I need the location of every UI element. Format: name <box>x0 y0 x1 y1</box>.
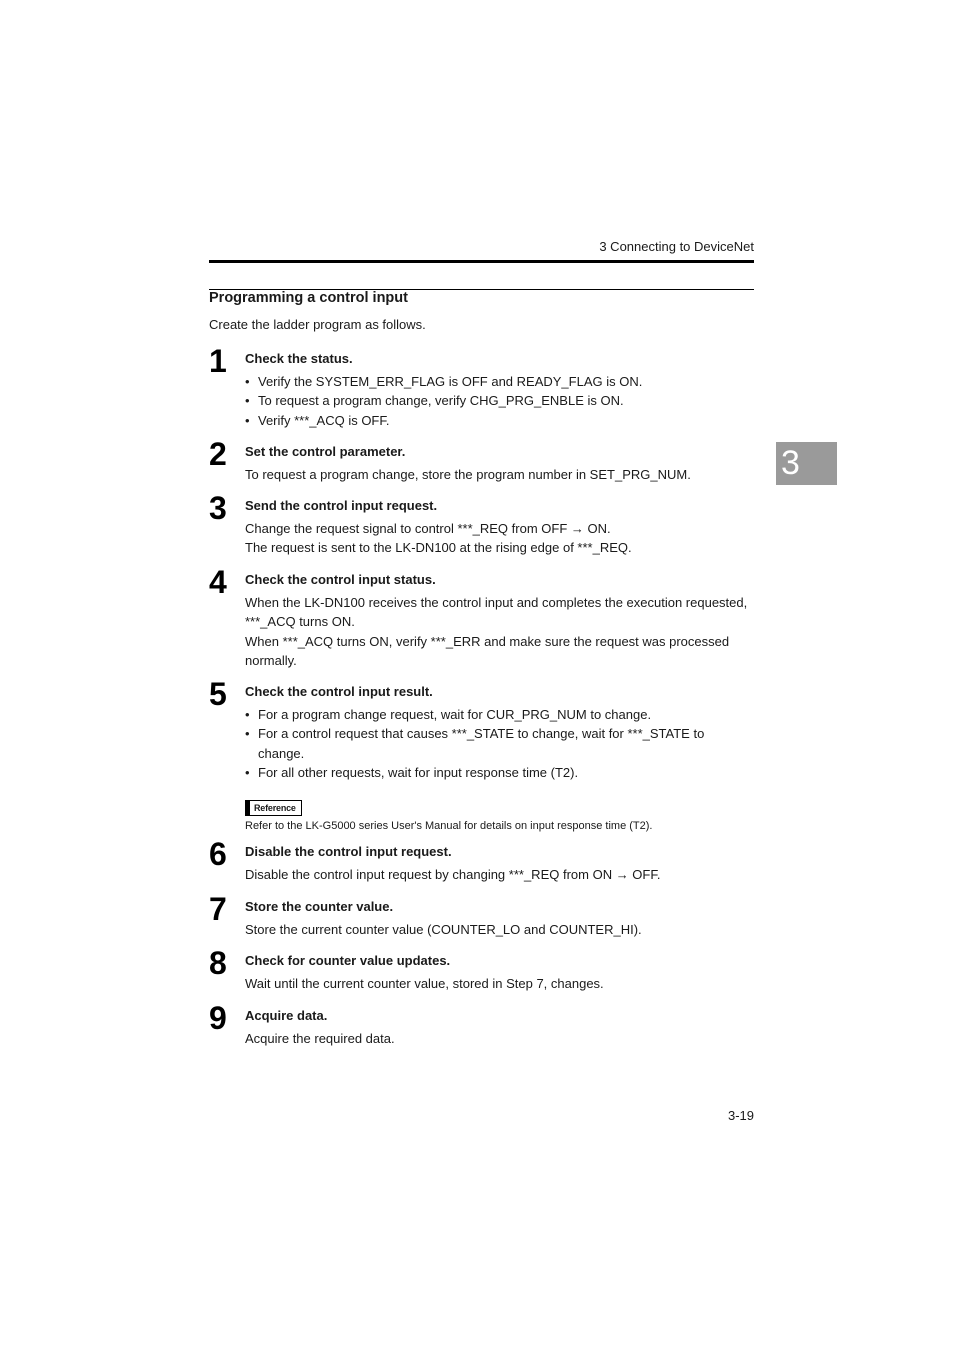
step-title: Check for counter value updates. <box>245 953 451 968</box>
step-5 <box>209 676 759 834</box>
step-number: 9 <box>209 1000 227 1036</box>
step-number: 4 <box>209 564 227 600</box>
step-title: Send the control input request. <box>245 498 438 513</box>
step-text: To request a program change, store the program number in SET_PRG_NUM. <box>245 466 691 482</box>
section-title: Programming a control input <box>209 290 408 306</box>
step-1 <box>209 343 759 430</box>
step-number: 6 <box>209 836 227 872</box>
step-text: Acquire the required data. <box>245 1030 395 1046</box>
chapter-tab: 3 <box>776 442 837 485</box>
step-9 <box>209 1000 759 1048</box>
step-title: Acquire data. <box>245 1008 328 1023</box>
step-text: Store the current counter value (COUNTER_LO and COUNTER_HI). <box>245 921 642 937</box>
reference-icon: Reference <box>245 800 302 816</box>
step-title: Set the control parameter. <box>245 444 406 459</box>
step-7 <box>209 891 759 939</box>
step-number: 1 <box>209 343 227 379</box>
bullet-list <box>245 372 759 431</box>
step-title: Check the status. <box>245 351 353 366</box>
step-number: 3 <box>209 490 227 526</box>
bullet-list <box>245 705 730 783</box>
header-rule <box>209 260 754 263</box>
step-8 <box>209 945 759 993</box>
step-2 <box>209 436 759 484</box>
step-number: 8 <box>209 945 227 981</box>
step-number: 7 <box>209 891 227 927</box>
step-title: Store the counter value. <box>245 899 394 914</box>
step-number: 2 <box>209 436 227 472</box>
step-3 <box>209 490 759 558</box>
list-item: • For a program change request, wait for CUR_PRG_NUM to change. <box>245 705 730 725</box>
list-item: • For all other requests, wait for input response time (T2). <box>245 763 730 783</box>
step-title: Disable the control input request. <box>245 844 452 859</box>
reference-text: Refer to the LK-G5000 series User's Manual for details on input response time (T2). <box>245 820 653 832</box>
running-header: 3 Connecting to DeviceNet <box>599 239 754 254</box>
page-number: 3-19 <box>727 1108 754 1123</box>
intro-text: Create the ladder program as follows. <box>209 317 426 332</box>
list-item: • To request a program change, verify CHG_PRG_ENBLE is ON. <box>245 391 759 411</box>
step-text: Change the request signal to control ***_REQ from OFF → ON. <box>245 520 611 536</box>
step-text: When ***_ACQ turns ON, verify ***_ERR and make sure the request was processed normally. <box>245 633 730 668</box>
step-4 <box>209 564 759 671</box>
list-item: • Verify ***_ACQ is OFF. <box>245 411 759 431</box>
step-text: The request is sent to the LK-DN100 at the rising edge of ***_REQ. <box>245 540 632 555</box>
step-text: When the LK-DN100 receives the control input and completes the execution requested, ***_ACQ turns ON. <box>245 594 748 629</box>
list-item: • For a control request that causes ***_STATE to change, wait for ***_STATE to change. <box>245 724 730 763</box>
step-text: Disable the control input request by changing ***_REQ from ON → OFF. <box>245 866 661 882</box>
step-text: Wait until the current counter value, stored in Step 7, changes. <box>245 975 604 991</box>
step-title: Check the control input result. <box>245 684 433 699</box>
list-item: • Verify the SYSTEM_ERR_FLAG is OFF and READY_FLAG is ON. <box>245 372 759 392</box>
step-title: Check the control input status. <box>245 572 436 587</box>
step-6 <box>209 836 759 884</box>
step-number: 5 <box>209 676 227 712</box>
